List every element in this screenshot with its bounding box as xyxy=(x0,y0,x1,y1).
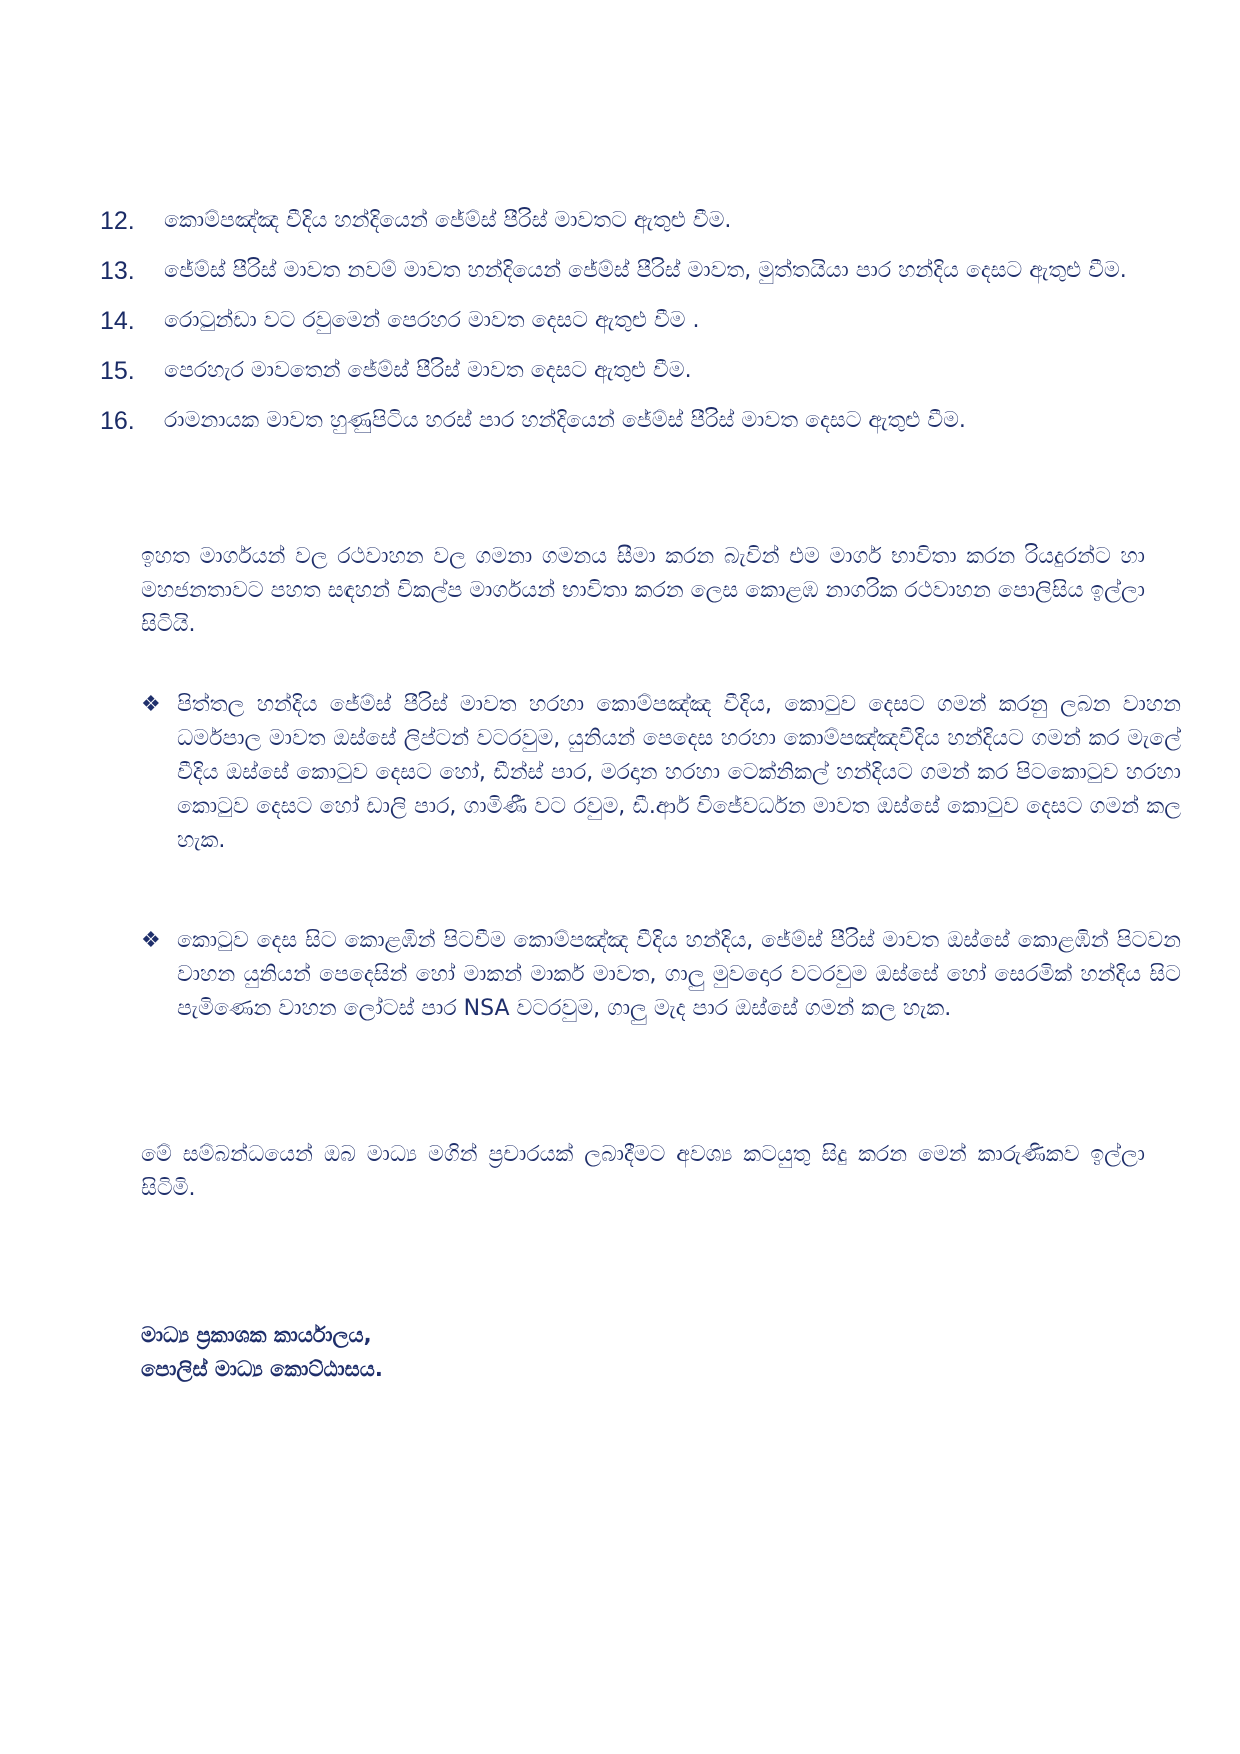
signature-block xyxy=(141,1318,383,1386)
item-text: ජේම්ස් පීරිස් මාවත නවම් මාවත හන්දියෙන් ජේම්ස් පීරිස් මාවත, මුත්තයියා පාර හන්දිය දෙසට ඇතුළු වීම. xyxy=(164,258,1127,283)
item-number: 13. xyxy=(100,257,135,285)
item-text: පෙරහැර මාවතෙන් ජේම්ස් පීරිස් මාවත දෙසට ඇතුළු වීම. xyxy=(164,358,692,383)
numbered-list xyxy=(100,196,1150,446)
list-item xyxy=(100,196,1150,246)
bullet-item xyxy=(141,688,1181,858)
list-item xyxy=(100,396,1150,446)
closing-paragraph: මේ සම්බන්ධයෙන් ඔබ මාධ්‍ය මගින් ප්‍රචාරයක් ලබාදීමට අවශ්‍ය කටයුතු සිදු කරන මෙන් කාරුණිකව ඉල්ලා සිටිමි. xyxy=(141,1142,1145,1201)
bullet-text: පිත්තල හන්දිය ජේම්ස් පීරිස් මාවත හරහා කොම්පඤ්ඤ වීදිය, කොටුව දෙසට ගමන් කරනු ලබන වාහන ධර්මපාල මාවත ඔස්සේ ලිප්ටන් වටරවුම, යුනියන් පෙදෙස හරහා කොම්පඤ්ඤවීදිය හන්දියට ගමන් කර මැලේ වීදිය ඔස්සේ කොටුව දෙසට හෝ, ඩීන්ස් පාර, මරදාන හරහා ටෙක්නිකල් හන්දියට ගමන් කර පිටකොටුව හරහා කොටුව දෙසට හෝ ඩාලි පාර, ගාමිණී වට රවුම, ඩී.ආර් විජේවර්ධන මාවත ඔස්සේ කොටුව දෙසට ගමන් කල හැක. xyxy=(177,692,1181,853)
intro-paragraph: ඉහත මාර්ගයන් වල රථවාහන වල ගමනා ගමනය සීමා කරන බැවින් එම මාර්ග භාවිතා කරන රියදුරන්ට හා මහජනතාවට පහත සඳහන් විකල්ප මාර්ගයන් භාවිතා කරන ලෙස කොළඹ නාගරික රථවාහන පොලිසිය ඉල්ලා සිටියි. xyxy=(141,544,1145,637)
item-text: රාමනායක මාවත හුණුපිටිය හරස් පාර හන්දියෙන් ජේම්ස් පීරිස් මාවත දෙසට ඇතුළු වීම. xyxy=(164,408,966,433)
item-number: 16. xyxy=(100,407,135,435)
diamond-bullet-icon: ❖ xyxy=(141,928,161,953)
list-item xyxy=(100,346,1150,396)
signature-division: පොලිස් මාධ්‍ය කොට්ඨාසය. xyxy=(141,1357,383,1381)
item-number: 12. xyxy=(100,207,135,235)
list-item xyxy=(100,246,1150,296)
diamond-bullet-icon: ❖ xyxy=(141,692,161,717)
item-number: 14. xyxy=(100,307,135,335)
list-item xyxy=(100,296,1150,346)
item-text: රොටුන්ඩා වට රවුමෙන් පෙරහර මාවත දෙසට ඇතුළු වීම . xyxy=(164,308,700,333)
item-text: කොම්පඤ්ඤ වීදිය හන්දියෙන් ජේම්ස් පීරිස් මාවතට ඇතුළු වීම. xyxy=(164,208,732,233)
signature-office: මාධ්‍ය ප්‍රකාශක කාර්යාලය, xyxy=(141,1323,372,1347)
bullet-text: කොටුව දෙස සිට කොළඹින් පිටවීම කොම්පඤ්ඤ වීදිය හන්දිය, ජේම්ස් පීරිස් මාවත ඔස්සේ කොළඹින් පිටවන වාහන යුනියන් පෙදෙසින් හෝ මාකන් මාකර් මාවත, ගාලු මුවදොර වටරවුම ඔස්සේ හෝ සෙරමික් හන්දිය සිට පැමිණෙන වාහන ලෝටස් පාර NSA වටරවුම, ගාලු මැද පාර ඔස්සේ ගමන් කල හැක. xyxy=(177,928,1181,1021)
bullet-item xyxy=(141,924,1181,1026)
item-number: 15. xyxy=(100,357,135,385)
